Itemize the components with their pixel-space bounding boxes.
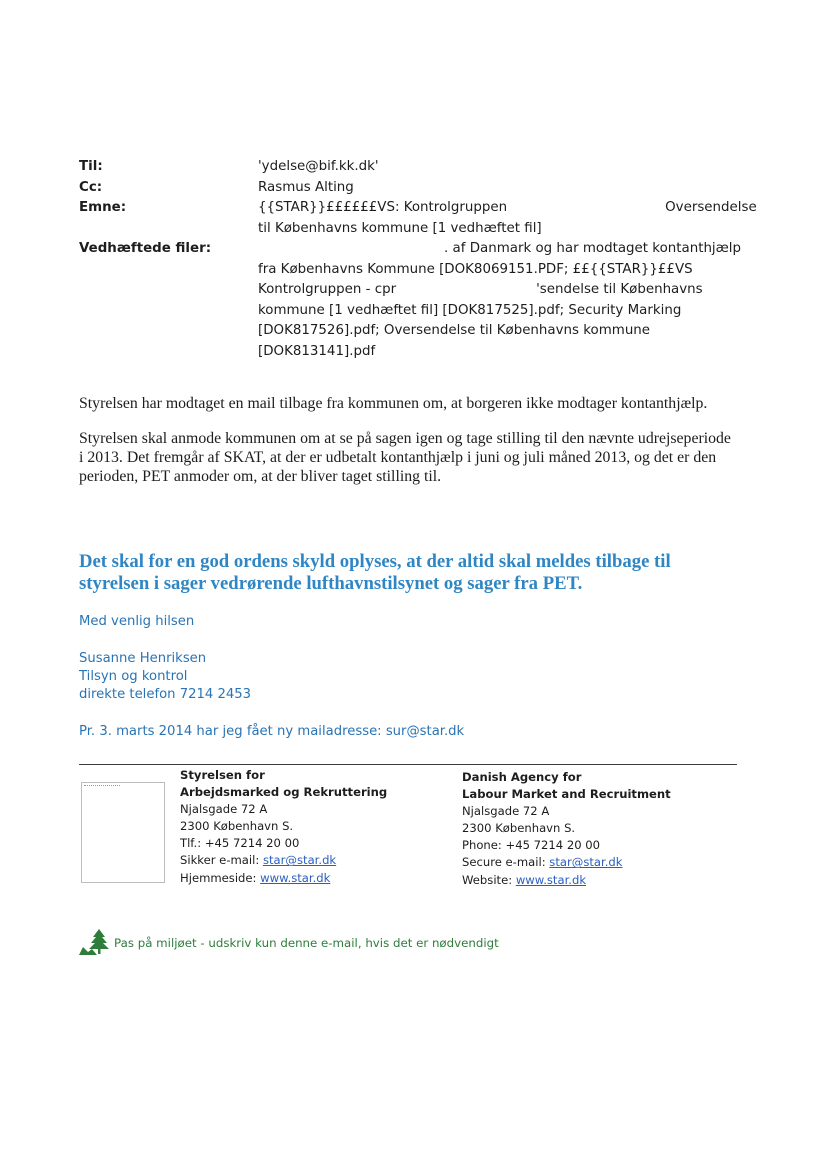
body-paragraph-2-line-3: perioden, PET anmoder om, at der bliver taget stilling til. (79, 468, 442, 485)
address-danish (180, 767, 387, 887)
signature-block (79, 650, 251, 704)
footer-divider (79, 764, 737, 765)
city-en: 2300 København S. (462, 821, 576, 836)
org-name-en-1: Danish Agency for (462, 770, 582, 784)
highlight-notice-line-1: Det skal for en god ordens skyld oplyses, at der altid skal meldes tilbage til (79, 551, 671, 572)
subject-label: Emne: (79, 200, 127, 215)
body-paragraph-1: Styrelsen har modtaget en mail tilbage fra kommunen om, at borgeren ikke modtager kontanthjælp. (79, 395, 708, 412)
cc-label: Cc: (79, 179, 103, 195)
attachments-row (79, 239, 759, 362)
body-paragraph-2 (79, 429, 759, 486)
cc-value[interactable]: Rasmus Alting (258, 179, 354, 195)
body-paragraph-2-line-1: Styrelsen skal anmode kommunen om at se på sagen igen og tage stilling til den nævnte udrejseperiode (79, 430, 731, 447)
org-name-da-1: Styrelsen for (180, 768, 265, 782)
web-row-da: Hjemmeside: www.star.dk (180, 870, 331, 885)
attachments-line-2[interactable]: fra Københavns Kommune [DOK8069151.PDF; ££{{STAR}}££VS (258, 261, 693, 277)
signature-name: Susanne Henriksen (79, 651, 207, 666)
attachments-label: Vedhæftede filer: (79, 241, 212, 256)
web-link-da[interactable]: www.star.dk (260, 870, 331, 885)
phone-en: Phone: +45 7214 20 00 (462, 838, 601, 853)
subject-row (79, 198, 759, 239)
tree-icon (79, 928, 109, 956)
attachments-line-4[interactable]: kommune [1 vedhæftet fil] [DOK817525].pdf; Security Marking (258, 302, 682, 318)
logo-placeholder (81, 782, 165, 883)
street-en: Njalsgade 72 A (462, 804, 550, 819)
to-value[interactable]: 'ydelse@bif.kk.dk' (258, 159, 379, 174)
street-da: Njalsgade 72 A (180, 802, 268, 817)
email-link-en[interactable]: star@star.dk (549, 855, 623, 870)
web-row-en: Website: www.star.dk (462, 872, 587, 887)
to-label: Til: (79, 159, 103, 174)
attachments-line-3[interactable]: Kontrolgruppen - cpr 'sendelse til Københavns (258, 282, 703, 297)
to-row (79, 157, 759, 178)
attachments-line-5[interactable]: [DOK817526].pdf; Oversendelse til Københavns kommune (258, 323, 651, 338)
web-link-en[interactable]: www.star.dk (515, 872, 587, 887)
highlight-notice (79, 551, 759, 595)
subject-line-2: til Københavns kommune [1 vedhæftet fil] (258, 220, 542, 236)
email-header (79, 157, 759, 362)
highlight-notice-line-2: styrelsen i sager vedrørende lufthavnstilsynet og sager fra PET. (79, 573, 583, 594)
attachments-line-6[interactable]: [DOK813141].pdf (258, 343, 376, 359)
subject-line-1: {{STAR}}££££££VS: Kontrolgruppen Oversendelse (258, 200, 757, 215)
signature-department: Tilsyn og kontrol (79, 669, 188, 684)
org-name-da-2: Arbejdsmarked og Rekruttering (180, 785, 388, 800)
eco-notice: Pas på miljøet - udskriv kun denne e-mail, hvis det er nødvendigt (114, 936, 499, 950)
attachments-line-1: . af Danmark og har modtaget kontanthjælp (444, 241, 742, 256)
body-paragraph-2-line-2: i 2013. Det fremgår af SKAT, at der er udbetalt kontanthjælp i juni og juli måned 2013, og det er den (79, 449, 717, 466)
email-link-da[interactable]: star@star.dk (262, 853, 337, 868)
email-row-en: Secure e-mail: star@star.dk (462, 855, 623, 870)
org-name-en-2: Labour Market and Recruitment (462, 787, 671, 802)
email-row-da: Sikker e-mail: star@star.dk (180, 853, 337, 868)
address-english (462, 769, 671, 889)
city-da: 2300 København S. (180, 819, 294, 834)
phone-da: Tlf.: +45 7214 20 00 (180, 836, 300, 851)
cc-row (79, 178, 759, 199)
signature-phone: direkte telefon 7214 2453 (79, 687, 252, 702)
signature-mail-notice: Pr. 3. marts 2014 har jeg fået ny mailadresse: sur@star.dk (79, 724, 465, 739)
signature-greeting: Med venlig hilsen (79, 614, 195, 629)
